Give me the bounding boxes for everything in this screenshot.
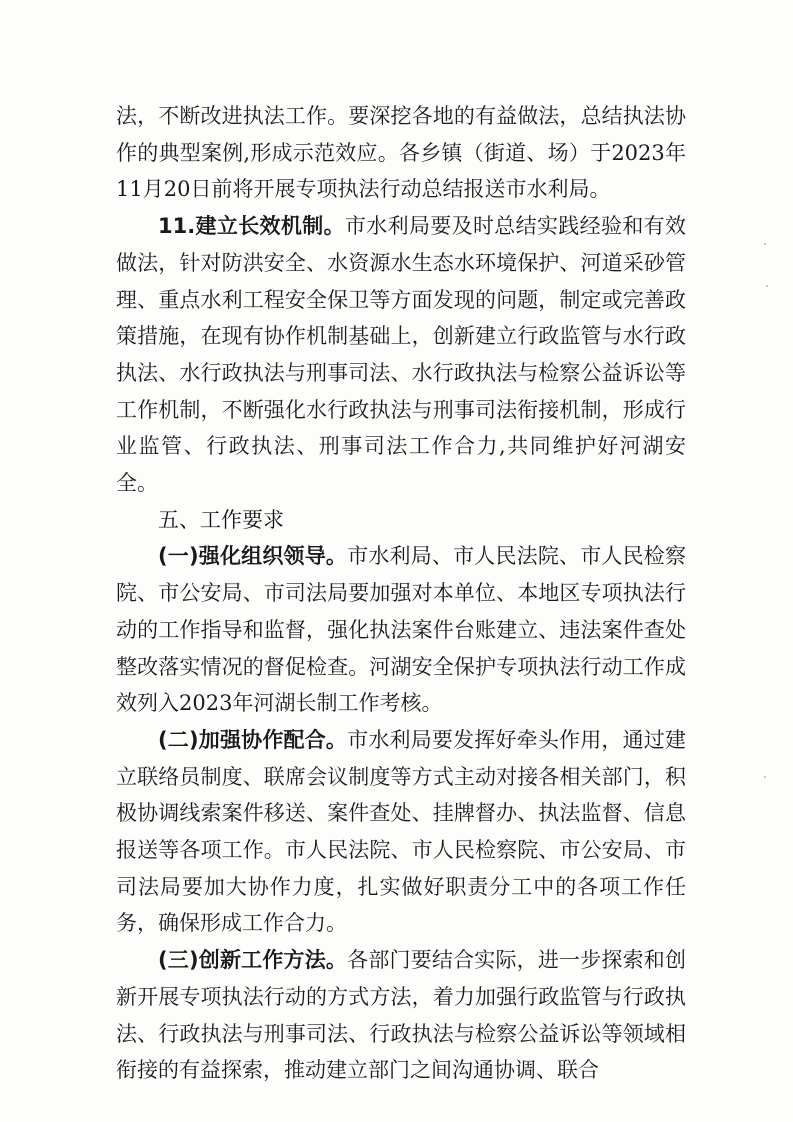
paragraph-lead: 11.建立长效机制。 <box>158 214 345 239</box>
paragraph-lead: (一)强化组织领导。 <box>158 544 348 569</box>
paragraph-text: 法，不断改进执法工作。要深挖各地的有益做法，总结执法协作的典型案例,形成示范效应。各乡镇（街道、场）于2023年11月20日前将开展专项执法行动总结报送市水利局。 <box>116 104 686 202</box>
paragraph-continued <box>116 98 686 208</box>
paragraph-lead: (三)创新工作方法。 <box>158 948 348 973</box>
document-body <box>116 98 686 1089</box>
section-heading <box>116 502 686 539</box>
paragraph-innovation <box>116 942 686 1089</box>
section-heading-text: 五、工作要求 <box>158 507 284 532</box>
paragraph-organization-leadership <box>116 538 686 722</box>
paragraph-cooperation <box>116 722 686 942</box>
paragraph-text: 市水利局要发挥好牵头作用，通过建立联络员制度、联席会议制度等方式主动对接各相关部门，积极协调线索案件移送、案件查处、挂牌督办、执法监督、信息报送等各项工作。市人民法院、市人民检察院、市公安局、市司法局要加大协作力度，扎实做好职责分工中的各项工作任务，确保形成工作合力。 <box>116 727 687 936</box>
paragraph-text: 各部门要结合实际，进一步探索和创新开展专项执法行动的方式方法，着力加强行政监管与行政执法、行政执法与刑事司法、行政执法与检察公益诉讼等领域相衔接的有益探索，推动建立部门之间沟通协调、联合 <box>116 948 687 1083</box>
paragraph-long-term-mechanism <box>116 208 686 502</box>
paragraph-text: 市水利局要及时总结实践经验和有效做法，针对防洪安全、水资源水生态水环境保护、河道采砂管理、重点水利工程安全保卫等方面发现的问题，制定或完善政策措施，在现有协作机制基础上，创新建立行政监管与水行政执法、水行政执法与刑事司法、水行政执法与检察公益诉讼等工作机制，不断强化水行政执法与刑事司法衔接机制，形成行业监管、行政执法、刑事司法工作合力,共同维护好河湖安全。 <box>116 214 687 496</box>
paragraph-text: 市水利局、市人民法院、市人民检察院、市公安局、市司法局要加强对本单位、本地区专项执法行动的工作指导和监督，强化执法案件台账建立、违法案件查处整改落实情况的督促检查。河湖安全保护专项执法行动工作成效列入2023年河湖长制工作考核。 <box>116 544 687 716</box>
paragraph-lead: (二)加强协作配合。 <box>158 727 348 752</box>
